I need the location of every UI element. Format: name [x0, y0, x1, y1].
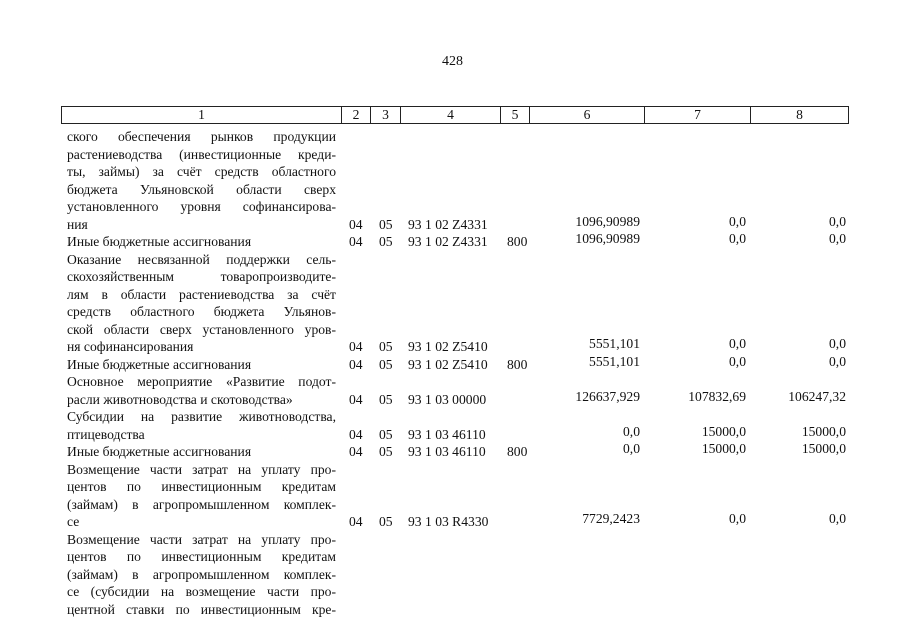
header-col-7: 7 [644, 107, 750, 123]
row-value-2026: 15000,0 [801, 423, 846, 439]
row-rz: 04 [349, 356, 363, 372]
row-rz: 04 [349, 216, 363, 232]
row-csr: 93 1 03 R4330 [408, 514, 489, 529]
row-pr: 05 [379, 391, 393, 407]
row-csr: 93 1 02 Z5410 [408, 339, 488, 354]
header-col-1: 1 [198, 107, 205, 122]
row-pr: 05 [379, 444, 393, 459]
row-rz: 04 [349, 339, 363, 354]
row-name-line: бюджета Ульяновской области сверх [67, 181, 336, 197]
row-name-line: Иные бюджетные ассигнования [67, 444, 252, 459]
row-value-2025: 0,0 [729, 213, 746, 229]
row-pr: 05 [379, 234, 393, 249]
row-name-line: Возмещение части затрат на уплату про- [67, 531, 336, 547]
row-name [67, 128, 336, 233]
row-value-2026: 0,0 [829, 353, 846, 369]
row-value-2026: 106247,32 [788, 388, 846, 404]
row-rz: 04 [349, 234, 363, 249]
row-value-2025: 0,0 [729, 353, 746, 369]
table-row [0, 353, 905, 374]
row-name [67, 443, 336, 461]
row-pr: 05 [379, 216, 393, 232]
row-name-line: Возмещение части затрат на уплату про- [67, 461, 336, 477]
row-name [67, 531, 336, 619]
row-csr: 93 1 02 Z4331 [408, 234, 488, 249]
row-name-line: установленного уровня софинансирова- [67, 199, 336, 214]
row-vr: 800 [507, 234, 528, 249]
row-value-2024: 1096,90989 [575, 213, 640, 229]
table-header [61, 106, 849, 124]
page-number: 428 [442, 54, 463, 69]
row-name [67, 408, 336, 443]
row-value-2024: 5551,101 [589, 336, 640, 351]
row-name [67, 233, 336, 251]
row-pr: 05 [379, 426, 393, 442]
row-name-line: се (субсидии на возмещение части про- [67, 584, 336, 599]
header-col-6: 6 [529, 107, 644, 123]
row-name [67, 373, 336, 408]
row-name-line: Иные бюджетные ассигнования [67, 356, 252, 372]
row-name-line: ского обеспечения рынков продукции [67, 129, 336, 144]
header-col-2: 2 [341, 107, 370, 123]
header-col-3: 3 [370, 107, 400, 123]
row-vr: 800 [507, 444, 528, 459]
row-value-2025: 0,0 [729, 511, 746, 526]
row-name-line: центов по инвестиционным кредитам [67, 549, 336, 564]
row-csr: 93 1 02 Z5410 [408, 356, 488, 372]
header-col-8: 8 [750, 107, 848, 123]
row-rz: 04 [349, 391, 363, 407]
row-name [67, 356, 336, 374]
row-value-2025: 0,0 [729, 336, 746, 351]
row-name-line: (займам) в агропромышленном комплек- [67, 496, 336, 512]
header-col-5: 5 [500, 107, 529, 123]
row-name-line: центов по инвестиционным кредитам [67, 479, 336, 494]
row-value-2024: 0,0 [623, 441, 640, 456]
table-row [0, 128, 905, 233]
row-value-2026: 0,0 [829, 213, 846, 229]
row-name-line: ня софинансирования [67, 339, 194, 354]
row-name [67, 251, 336, 356]
row-csr: 93 1 03 00000 [408, 391, 487, 407]
row-name-line: Основное мероприятие «Развитие подот- [67, 374, 336, 389]
row-pr: 05 [379, 356, 393, 372]
row-value-2024: 7729,2423 [582, 511, 640, 526]
row-value-2026: 0,0 [829, 511, 846, 526]
row-value-2024: 1096,90989 [575, 231, 640, 246]
row-rz: 04 [349, 426, 363, 442]
row-name-line: се [67, 514, 80, 529]
row-vr: 800 [507, 356, 528, 372]
row-name-line: птицеводства [67, 426, 145, 442]
row-name-line: скохозяйственным товаропроизводите- [67, 269, 336, 284]
row-value-2025: 15000,0 [701, 441, 746, 456]
row-value-2025: 15000,0 [701, 423, 746, 439]
table-row [0, 251, 905, 356]
row-rz: 04 [349, 444, 363, 459]
row-value-2025: 0,0 [729, 231, 746, 246]
header-col-4: 4 [400, 107, 500, 123]
row-csr: 93 1 03 46110 [408, 444, 486, 459]
table-row [0, 373, 905, 408]
row-csr: 93 1 03 46110 [408, 426, 486, 442]
row-name-line: ты, займы) за счёт средств областного [67, 164, 336, 179]
row-pr: 05 [379, 339, 393, 354]
row-name-line: Субсидии на развитие животноводства, [67, 409, 336, 424]
row-csr: 93 1 02 Z4331 [408, 216, 488, 232]
row-name-line: лям в области растениеводства за счёт [67, 286, 336, 302]
row-value-2025: 107832,69 [688, 388, 746, 404]
row-name-line: центной ставки по инвестиционным кре- [67, 601, 336, 617]
table-row [0, 233, 905, 251]
row-value-2026: 0,0 [829, 231, 846, 246]
row-name [67, 461, 336, 531]
row-name-line: ской области сверх установленного уров- [67, 321, 336, 337]
row-value-2026: 0,0 [829, 336, 846, 351]
table-row [0, 443, 905, 461]
row-value-2024: 126637,929 [575, 388, 640, 404]
row-name-line: Иные бюджетные ассигнования [67, 234, 252, 249]
table-row [0, 531, 905, 619]
row-value-2026: 15000,0 [801, 441, 846, 456]
row-rz: 04 [349, 514, 363, 529]
row-name-line: (займам) в агропромышленном комплек- [67, 566, 336, 582]
row-name-line: ния [67, 216, 88, 232]
row-name-line: Оказание несвязанной поддержки сель- [67, 251, 336, 267]
table-row [0, 461, 905, 531]
row-value-2024: 5551,101 [589, 353, 640, 369]
row-name-line: расли животноводства и скотоводства» [67, 391, 293, 407]
row-name-line: растениеводства (инвестиционные креди- [67, 146, 336, 162]
row-name-line: средств областного бюджета Ульянов- [67, 304, 336, 319]
row-pr: 05 [379, 514, 393, 529]
row-value-2024: 0,0 [623, 423, 640, 439]
table-row [0, 408, 905, 443]
